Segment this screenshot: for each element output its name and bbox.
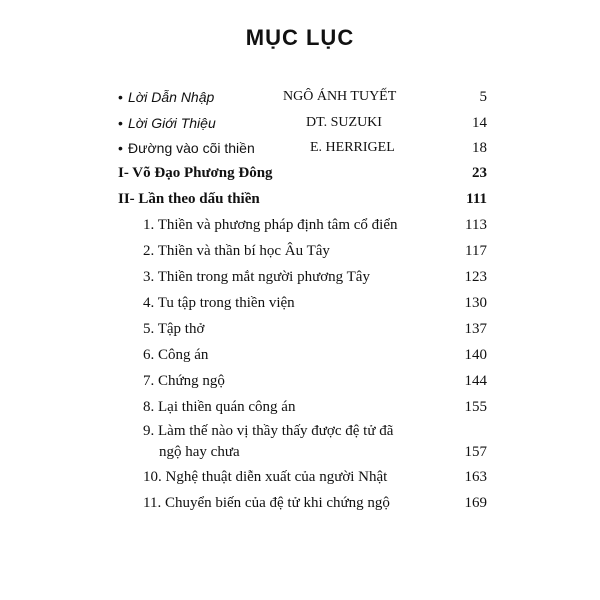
toc-entry-author: NGÔ ÁNH TUYẾT <box>283 89 397 104</box>
toc-entry-label: • Lời Giới Thiệu <box>118 112 216 134</box>
toc-chapter-page: 123 <box>464 269 487 285</box>
toc-chapter-label: 5. Tập thở <box>143 321 205 337</box>
toc-chapter-page: 113 <box>465 217 487 233</box>
toc-chapter <box>0 266 600 288</box>
toc-entry-intro <box>0 137 600 159</box>
toc-chapter-label: 2. Thiền và thần bí học Âu Tây <box>143 243 330 259</box>
bullet-icon: • <box>118 89 123 105</box>
toc-entry-page: 14 <box>472 115 487 131</box>
toc-chapter-page: 144 <box>464 373 487 389</box>
toc-chapter <box>0 344 600 366</box>
toc-entry-intro <box>0 86 600 108</box>
toc-entry-author: E. HERRIGEL <box>310 140 395 155</box>
toc-chapter-label: 11. Chuyển biến của đệ tử khi chứng ngộ <box>143 495 390 511</box>
toc-chapter-page: 130 <box>464 295 487 311</box>
toc-chapter-label: 3. Thiền trong mắt người phương Tây <box>143 269 370 285</box>
toc-chapter-label: 7. Chứng ngộ <box>143 373 225 389</box>
toc-chapter <box>0 292 600 314</box>
toc-chapter <box>0 420 600 442</box>
toc-chapter-label: 6. Công án <box>143 347 209 363</box>
toc-part <box>0 162 600 184</box>
toc-chapter-page: 155 <box>464 399 487 415</box>
toc-chapter <box>0 492 600 514</box>
toc-chapter-page: 169 <box>464 495 487 511</box>
toc-chapter <box>0 466 600 488</box>
toc-chapter <box>0 318 600 340</box>
toc-chapter-page: 140 <box>464 347 487 363</box>
toc-chapter <box>0 240 600 262</box>
toc-chapter-label: 4. Tu tập trong thiền viện <box>143 295 295 311</box>
toc-chapter-label-continuation: ngộ hay chưa <box>159 444 240 460</box>
toc-part <box>0 188 600 210</box>
toc-chapter-label: 8. Lại thiền quán công án <box>143 399 296 415</box>
toc-entry-author: DT. SUZUKI <box>306 115 382 130</box>
toc-chapter-continuation <box>0 441 600 463</box>
toc-part-label: II- Lần theo dấu thiền <box>118 191 260 207</box>
toc-chapter <box>0 370 600 392</box>
toc-part-page: 23 <box>472 165 487 181</box>
toc-chapter <box>0 396 600 418</box>
toc-chapter-page: 163 <box>464 469 487 485</box>
toc-entry-label: • Lời Dẫn Nhập <box>118 86 214 108</box>
toc-chapter-page: 137 <box>464 321 487 337</box>
toc-chapter-page: 117 <box>465 243 487 259</box>
bullet-icon: • <box>118 140 123 156</box>
toc-chapter-label: 10. Nghệ thuật diễn xuất của người Nhật <box>143 469 388 485</box>
toc-entry-page: 18 <box>472 140 487 156</box>
toc-entry-intro <box>0 112 600 134</box>
toc-part-page: 111 <box>466 191 487 207</box>
toc-chapter <box>0 214 600 236</box>
toc-entry-page: 5 <box>479 89 487 105</box>
bullet-icon: • <box>118 115 123 131</box>
toc-part-label: I- Võ Đạo Phương Đông <box>118 165 273 181</box>
toc-chapter-label: 1. Thiền và phương pháp định tâm cổ điển <box>143 217 398 233</box>
page-title: MỤC LỤC <box>245 25 355 50</box>
toc-entry-label: • Đường vào cõi thiền <box>118 137 255 159</box>
toc-chapter-label: 9. Làm thế nào vị thầy thấy được đệ tử đã <box>143 423 394 439</box>
toc-chapter-page: 157 <box>464 444 487 460</box>
